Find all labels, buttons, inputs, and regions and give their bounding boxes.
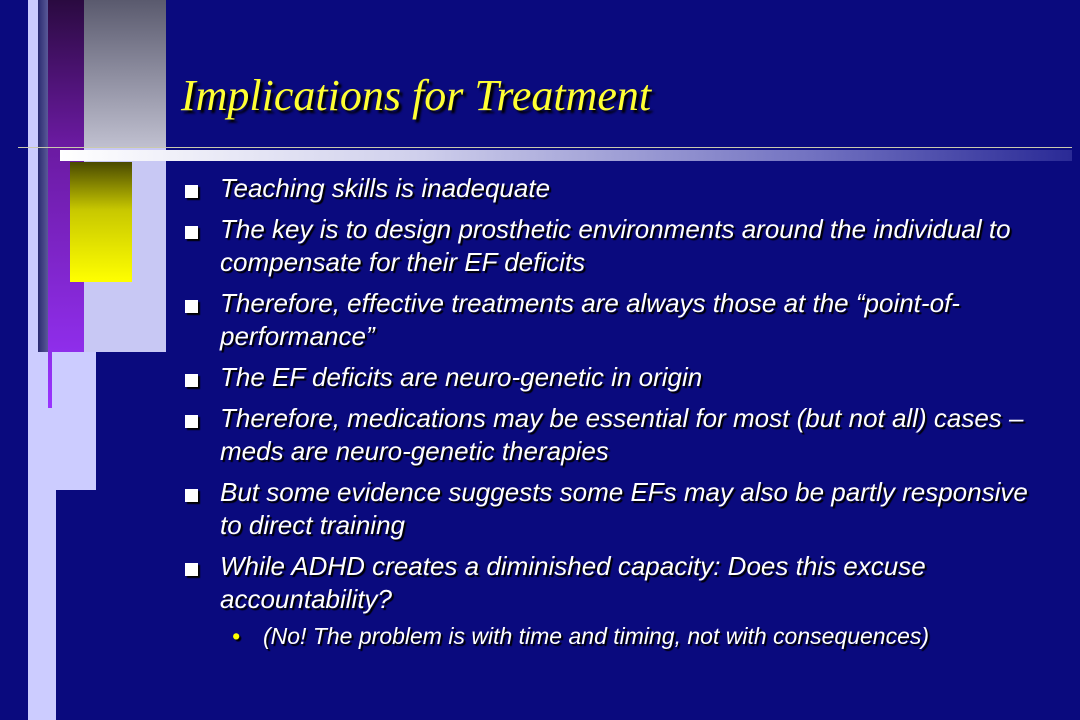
bullet-text: Teaching skills is inadequate [220, 173, 551, 203]
sub-bullet-text: (No! The problem is with time and timing, not with consequences) [263, 623, 930, 649]
bullet-text: Therefore, effective treatments are always those at the “point-of-performance” [220, 288, 960, 351]
square-bullet-icon [185, 563, 198, 576]
title-divider-line [18, 147, 1072, 148]
bullet-list [183, 172, 1043, 658]
bullet-item [183, 213, 1043, 279]
square-bullet-icon [185, 185, 198, 198]
bullet-text: The key is to design prosthetic environments around the individual to compensate for their EF deficits [220, 214, 1011, 277]
title-divider-band [60, 150, 1072, 161]
square-bullet-icon [185, 300, 198, 313]
bullet-text: While ADHD creates a diminished capacity: Does this excuse accountability? [220, 551, 926, 614]
bullet-item [183, 287, 1043, 353]
decor-bar-lavender-lower [52, 352, 96, 490]
bullet-item [183, 361, 1043, 394]
bullet-text: Therefore, medications may be essential for most (but not all) cases – meds are neuro-genetic therapies [220, 403, 1024, 466]
bullet-text: The EF deficits are neuro-genetic in origin [220, 362, 703, 392]
sub-bullet-item [220, 622, 1043, 650]
bullet-item [183, 550, 1043, 650]
bullet-text: But some evidence suggests some EFs may also be partly responsive to direct training [220, 477, 1028, 540]
bullet-item [183, 402, 1043, 468]
decor-bar-gray [84, 0, 166, 148]
square-bullet-icon [185, 374, 198, 387]
slide-title: Implications for Treatment [181, 71, 652, 120]
bullet-item [183, 172, 1043, 205]
square-bullet-icon [185, 226, 198, 239]
round-bullet-icon: • [232, 623, 241, 649]
decor-bar-yellow [70, 162, 132, 282]
sub-bullet-list [220, 622, 1043, 650]
square-bullet-icon [185, 489, 198, 502]
square-bullet-icon [185, 415, 198, 428]
bullet-item [183, 476, 1043, 542]
